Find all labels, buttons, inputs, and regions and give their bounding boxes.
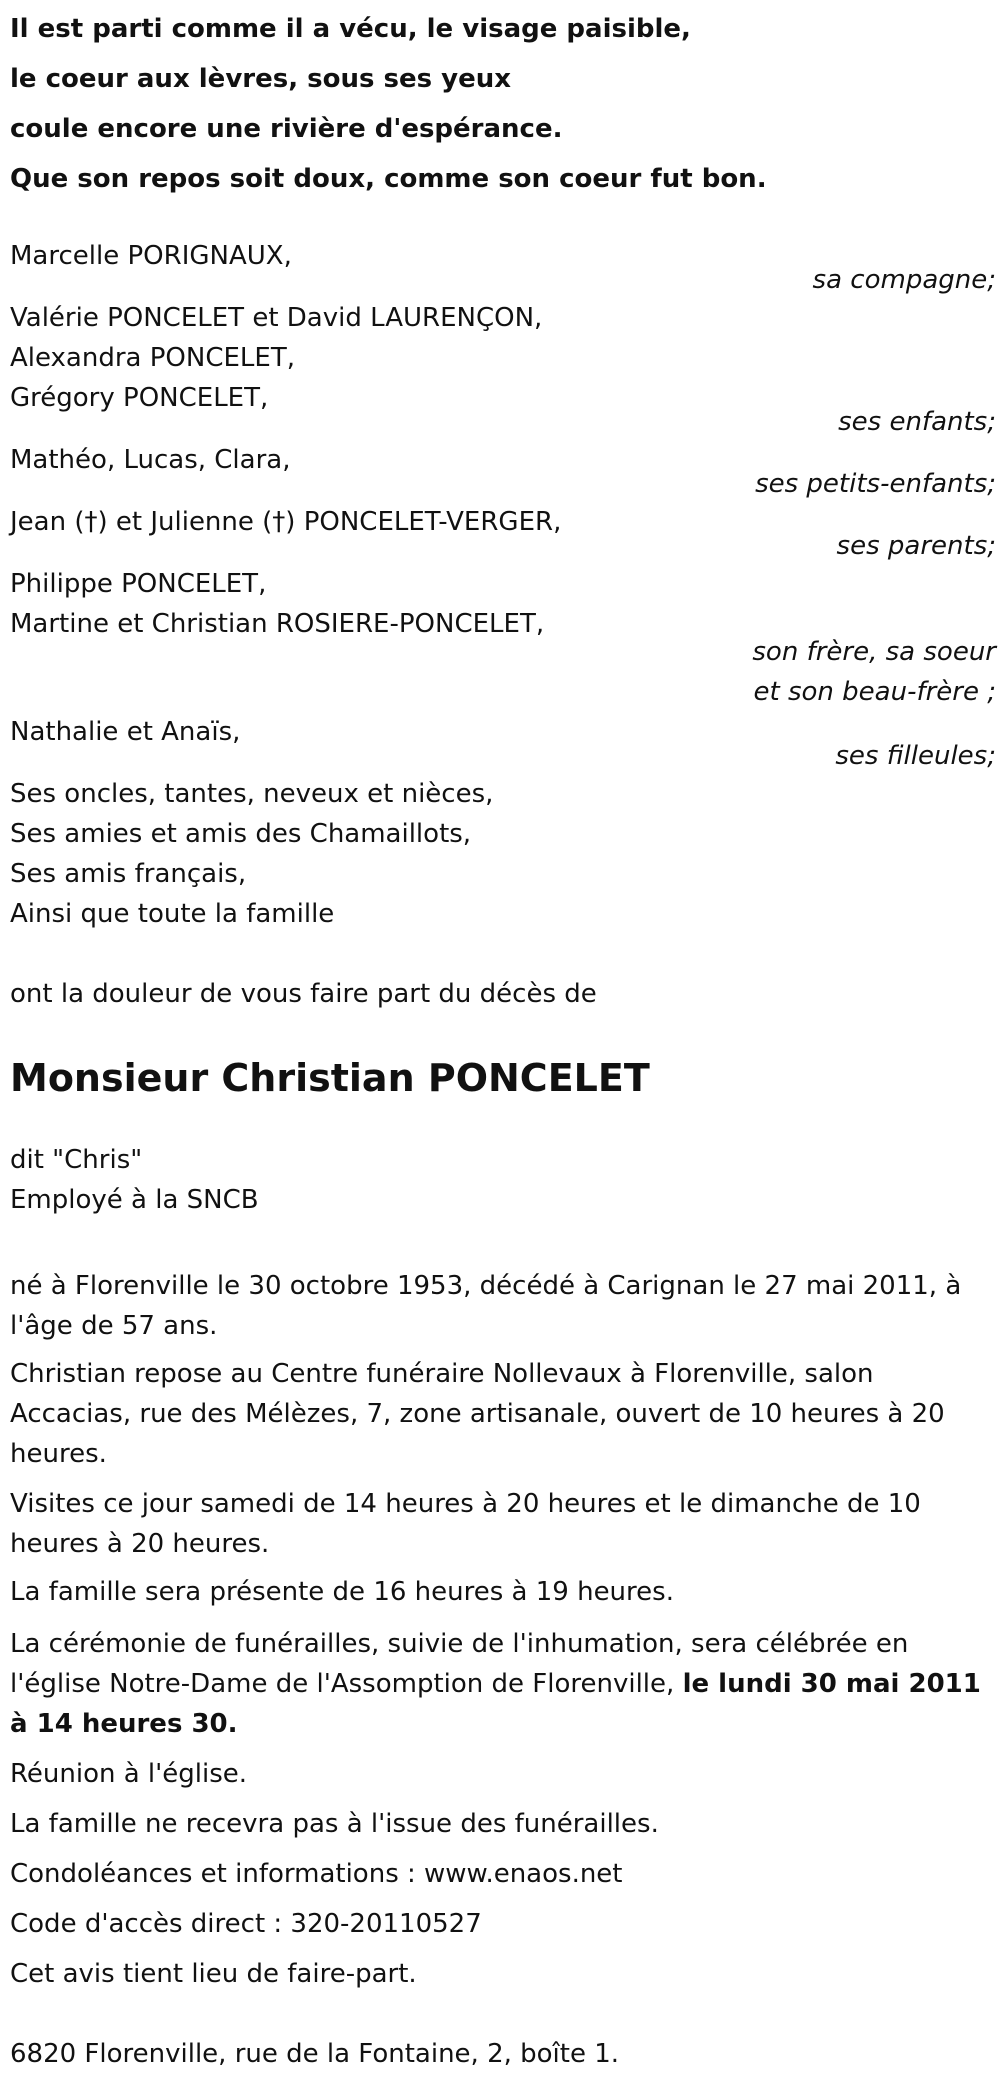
access-code-info: Code d'accès direct : 320-20110527: [10, 1909, 482, 1939]
poem-line-2: le coeur aux lèvres, sous ses yeux: [10, 64, 511, 94]
siblings-role-line-1: son frère, sa soeur: [752, 637, 996, 667]
grandchildren-role: ses petits-enfants;: [755, 469, 996, 499]
deceased-occupation: Employé à la SNCB: [10, 1185, 259, 1215]
announcement-text: ont la douleur de vous faire part du décès de: [10, 979, 597, 1009]
ceremony-info: [10, 1624, 995, 1744]
parents-names: Jean (†) et Julienne (†) PONCELET-VERGER,: [10, 507, 562, 537]
godchildren-names: Nathalie et Anaïs,: [10, 717, 241, 747]
meeting-info: Réunion à l'église.: [10, 1759, 248, 1789]
no-reception-info: La famille ne recevra pas à l'issue des funérailles.: [10, 1809, 659, 1839]
ceremony-date: le lundi 30 mai 2011 à 14 heures 30.: [10, 1669, 981, 1739]
godchildren-role: ses filleules;: [835, 741, 996, 771]
companion-name: Marcelle PORIGNAUX,: [10, 241, 292, 271]
poem-line-4: Que son repos soit doux, comme son coeur fut bon.: [10, 164, 767, 194]
resting-place-info: Christian repose au Centre funéraire Nollevaux à Florenville, salon Accacias, rue des Mélèzes, 7, zone artisanale, ouvert de 10 heures à 20 heures.: [10, 1359, 945, 1469]
others-line-4: Ainsi que toute la famille: [10, 899, 335, 929]
poem-line-3: coule encore une rivière d'espérance.: [10, 114, 563, 144]
condolences-info: Condoléances et informations : www.enaos.net: [10, 1859, 623, 1889]
child-2: Alexandra PONCELET,: [10, 343, 295, 373]
others-line-2: Ses amies et amis des Chamaillots,: [10, 819, 472, 849]
address-text: 6820 Florenville, rue de la Fontaine, 2, boîte 1.: [10, 2039, 620, 2069]
visiting-hours-info: Visites ce jour samedi de 14 heures à 20 heures et le dimanche de 10 heures à 20 heures.: [10, 1489, 921, 1559]
poem-line-1: Il est parti comme il a vécu, le visage paisible,: [10, 14, 691, 44]
birth-death-info: né à Florenville le 30 octobre 1953, décédé à Carignan le 27 mai 2011, à l'âge de 57 ans.: [10, 1271, 962, 1341]
others-line-1: Ses oncles, tantes, neveux et nièces,: [10, 779, 494, 809]
others-line-3: Ses amis français,: [10, 859, 247, 889]
deceased-name: Monsieur Christian PONCELET: [10, 1056, 650, 1100]
child-1: Valérie PONCELET et David LAURENÇON,: [10, 303, 543, 333]
grandchildren-names: Mathéo, Lucas, Clara,: [10, 445, 291, 475]
ceremony-text: La cérémonie de funérailles, suivie de l'inhumation, sera célébrée en l'église Notre-Dame de l'Assomption de Florenville,: [10, 1629, 909, 1699]
companion-role: sa compagne;: [812, 265, 996, 295]
children-role: ses enfants;: [838, 407, 996, 437]
parents-role: ses parents;: [836, 531, 996, 561]
sibling-2: Martine et Christian ROSIERE-PONCELET,: [10, 609, 545, 639]
child-3: Grégory PONCELET,: [10, 383, 269, 413]
deceased-nickname: dit "Chris": [10, 1145, 143, 1175]
notice-text: Cet avis tient lieu de faire-part.: [10, 1959, 417, 1989]
siblings-role-line-2: et son beau-frère ;: [753, 677, 996, 707]
family-presence-info: La famille sera présente de 16 heures à 19 heures.: [10, 1577, 674, 1607]
sibling-1: Philippe PONCELET,: [10, 569, 267, 599]
